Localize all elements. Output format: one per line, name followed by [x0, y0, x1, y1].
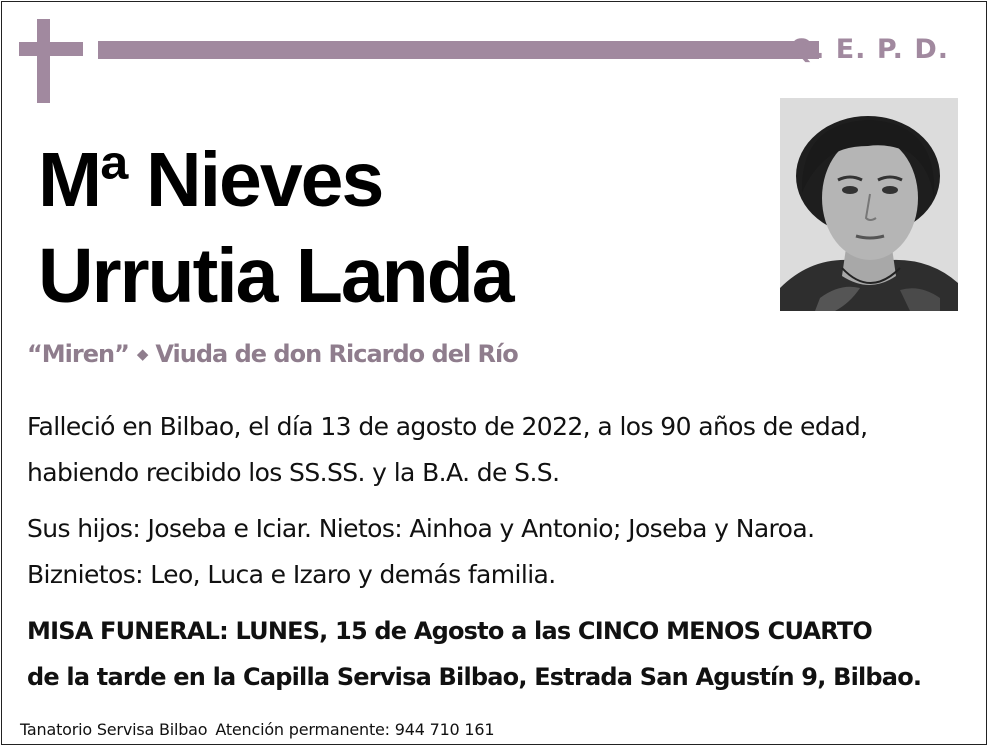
portrait-photo-graphic	[780, 98, 958, 311]
death-line-1: Falleció en Bilbao, el día 13 de agosto de 2022, a los 90 años de edad,	[27, 412, 868, 441]
nickname: “Miren”	[27, 340, 129, 368]
mass-paragraph	[27, 608, 977, 700]
qepd-heading: Q. E. P. D.	[790, 34, 949, 65]
name-line-2: Urrutia Landa	[38, 233, 513, 319]
obituary-card	[1, 1, 987, 745]
mass-line-1: MISA FUNERAL: LUNES, 15 de Agosto a las CINCO MENOS CUARTO	[27, 617, 872, 645]
funeral-home: Tanatorio Servisa Bilbao	[20, 720, 208, 739]
relation: Viuda de don Ricardo del Río	[155, 340, 518, 368]
diamond-icon: ◆	[136, 345, 148, 363]
cross-icon-horizontal	[19, 42, 83, 56]
family-line-2: Biznietos: Leo, Luca e Izaro y demás familia.	[27, 560, 556, 589]
family-line-1: Sus hijos: Joseba e Iciar. Nietos: Ainhoa y Antonio; Joseba y Naroa.	[27, 514, 815, 543]
header-bar	[98, 41, 819, 59]
subtitle	[27, 340, 518, 368]
death-paragraph	[27, 404, 977, 496]
mass-line-2: de la tarde en la Capilla Servisa Bilbao, Estrada San Agustín 9, Bilbao.	[27, 663, 922, 691]
contact-info: Atención permanente: 944 710 161	[215, 720, 495, 739]
death-line-2: habiendo recibido los SS.SS. y la B.A. de S.S.	[27, 458, 560, 487]
cross-icon-vertical	[37, 19, 50, 103]
footer	[20, 720, 494, 739]
name-line-1: Mª Nieves	[38, 137, 383, 223]
deceased-name	[38, 132, 758, 324]
family-paragraph	[27, 506, 977, 598]
portrait-photo	[780, 98, 958, 311]
